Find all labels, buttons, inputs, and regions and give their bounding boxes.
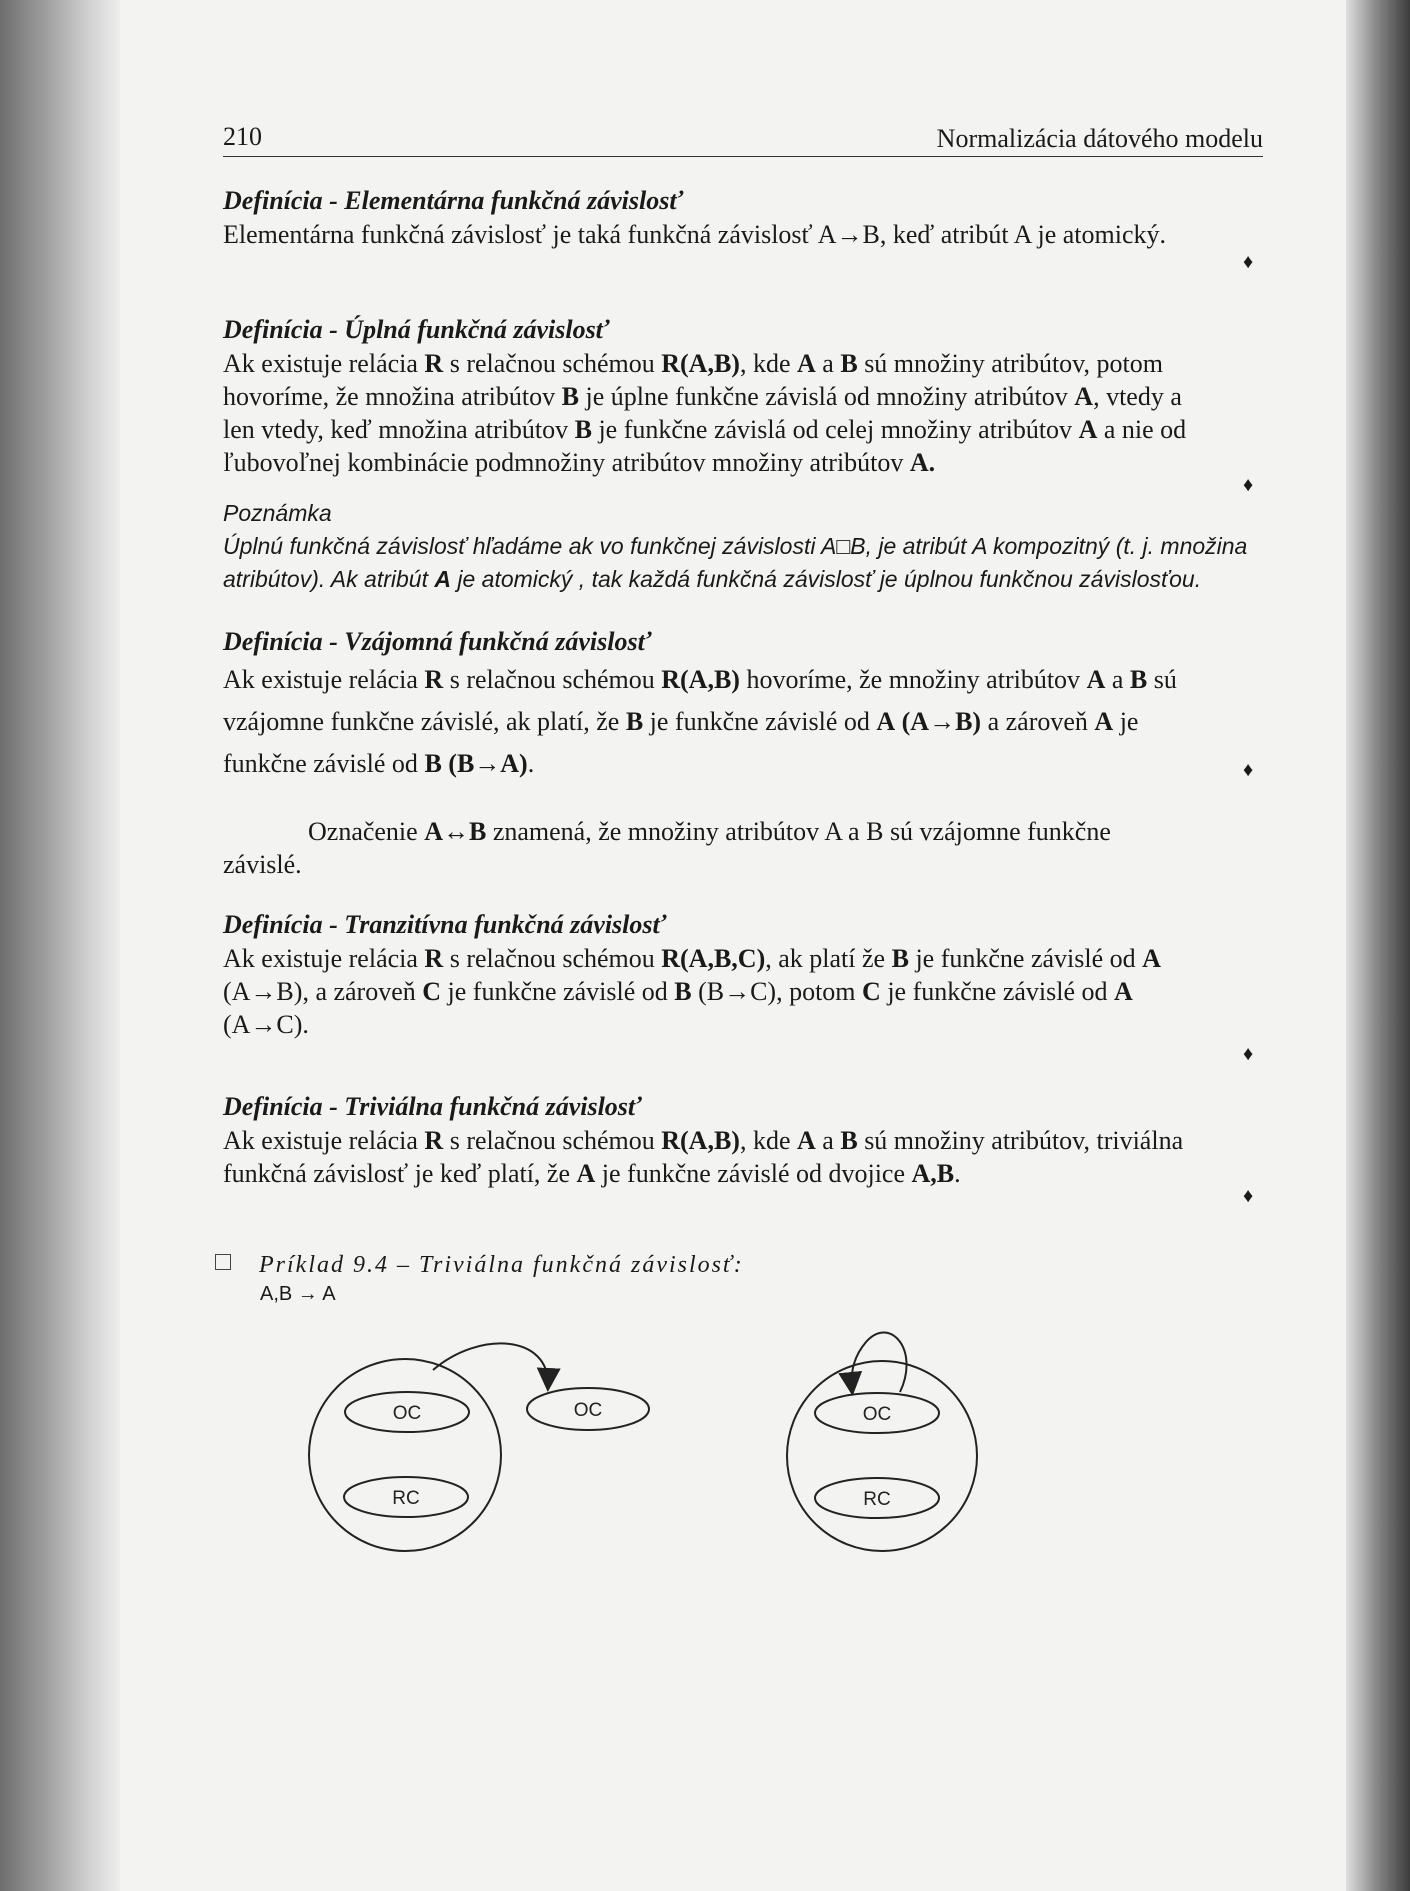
attribute-label: OC	[392, 1403, 422, 1424]
definition-trivial	[223, 1090, 1263, 1190]
running-title: Normalizácia dátového modelu	[936, 124, 1263, 153]
page-header	[223, 122, 1263, 157]
attribute-label: RC	[863, 1489, 891, 1510]
definition-text: Ak existuje relácia R s relačnou schémou R(A,B) hovoríme, že množiny atribútov A a B sú vzájomne funkčne závislé, ak platí, že B je funkčne závislé od A (A→B) a zároveň A je funkčne závislé od B (B→A).	[223, 665, 1177, 778]
note-line: atribútov). Ak atribút A je atomický , tak každá funkčná závislosť je úplnou funkčnou závislosťou.	[223, 566, 1202, 592]
relation-right-circle	[787, 1361, 977, 1551]
book-page	[120, 0, 1346, 1891]
definition-text: Ak existuje relácia R s relačnou schémou R(A,B), kde A a B sú množiny atribútov, triviálna funkčná závislosť je keď platí, že A je funkčne závislé od dvojice A,B.	[223, 1126, 1184, 1188]
marking-paragraph: Označenie A↔B znamená, že množiny atribútov A a B sú vzájomne funkčne závislé.	[223, 817, 1111, 879]
definition-title: Definícia - Úplná funkčná závislosť	[223, 315, 610, 344]
note-line: Úplnú funkčná závislosť hľadáme ak vo funkčnej závislosti A□B, je atribút A kompozitný (t. j. množina	[223, 533, 1248, 559]
end-of-definition-mark: ♦	[1243, 1185, 1254, 1207]
definition-text: Elementárna funkčná závislosť je taká funkčná závislosť A→B, keď atribút A je atomický.	[223, 220, 1166, 249]
definition-transitive	[223, 908, 1263, 1041]
definition-title: Definícia - Triviálna funkčná závislosť	[223, 1092, 642, 1121]
dependency-diagram	[120, 1320, 1346, 1580]
book-gutter-shadow	[0, 0, 120, 1891]
example-checkbox-icon	[215, 1254, 231, 1270]
end-of-definition-mark: ♦	[1243, 759, 1254, 781]
attribute-label: RC	[392, 1488, 420, 1509]
definition-text: Ak existuje relácia R s relačnou schémou R(A,B), kde A a B sú množiny atribútov, potom hovoríme, že množina atribútov B je úplne funkčne závislá od množiny atribútov A, vtedy a len vtedy, keď množina atribútov B je funkčne závislá od celej množiny atribútov A a nie od ľubovoľnej kombinácie podmnožiny atribútov množiny atribútov A.	[223, 349, 1187, 477]
note-title: Poznámka	[223, 500, 332, 526]
example-title: Príklad 9.4 – Triviálna funkčná závislosť:	[259, 1252, 744, 1278]
dependency-arrow	[433, 1343, 548, 1386]
relation-left-circle	[309, 1359, 501, 1551]
definition-title: Definícia - Vzájomná funkčná závislosť	[223, 627, 652, 656]
end-of-definition-mark: ♦	[1243, 1043, 1254, 1065]
end-of-definition-mark: ♦	[1243, 474, 1254, 496]
attribute-label: OC	[862, 1404, 892, 1425]
definition-elementary	[223, 184, 1263, 251]
definition-mutual	[223, 625, 1263, 785]
definition-title: Definícia - Elementárna funkčná závislosť	[223, 186, 684, 215]
book-edge-shadow	[1346, 0, 1410, 1891]
definition-title: Definícia - Tranzitívna funkčná závislosť	[223, 910, 667, 939]
definition-full	[223, 313, 1263, 479]
attribute-label: OC	[573, 1400, 603, 1421]
page-number: 210	[223, 122, 262, 151]
end-of-definition-mark: ♦	[1243, 251, 1254, 273]
example-block	[215, 1252, 1115, 1306]
definition-text: Ak existuje relácia R s relačnou schémou R(A,B,C), ak platí že B je funkčne závislé od A (A→B), a zároveň C je funkčne závislé od B (B→C), potom C je funkčne závislé od A (A→C).	[223, 944, 1161, 1039]
note	[223, 497, 1263, 596]
example-formula: A,B → A	[260, 1283, 336, 1305]
